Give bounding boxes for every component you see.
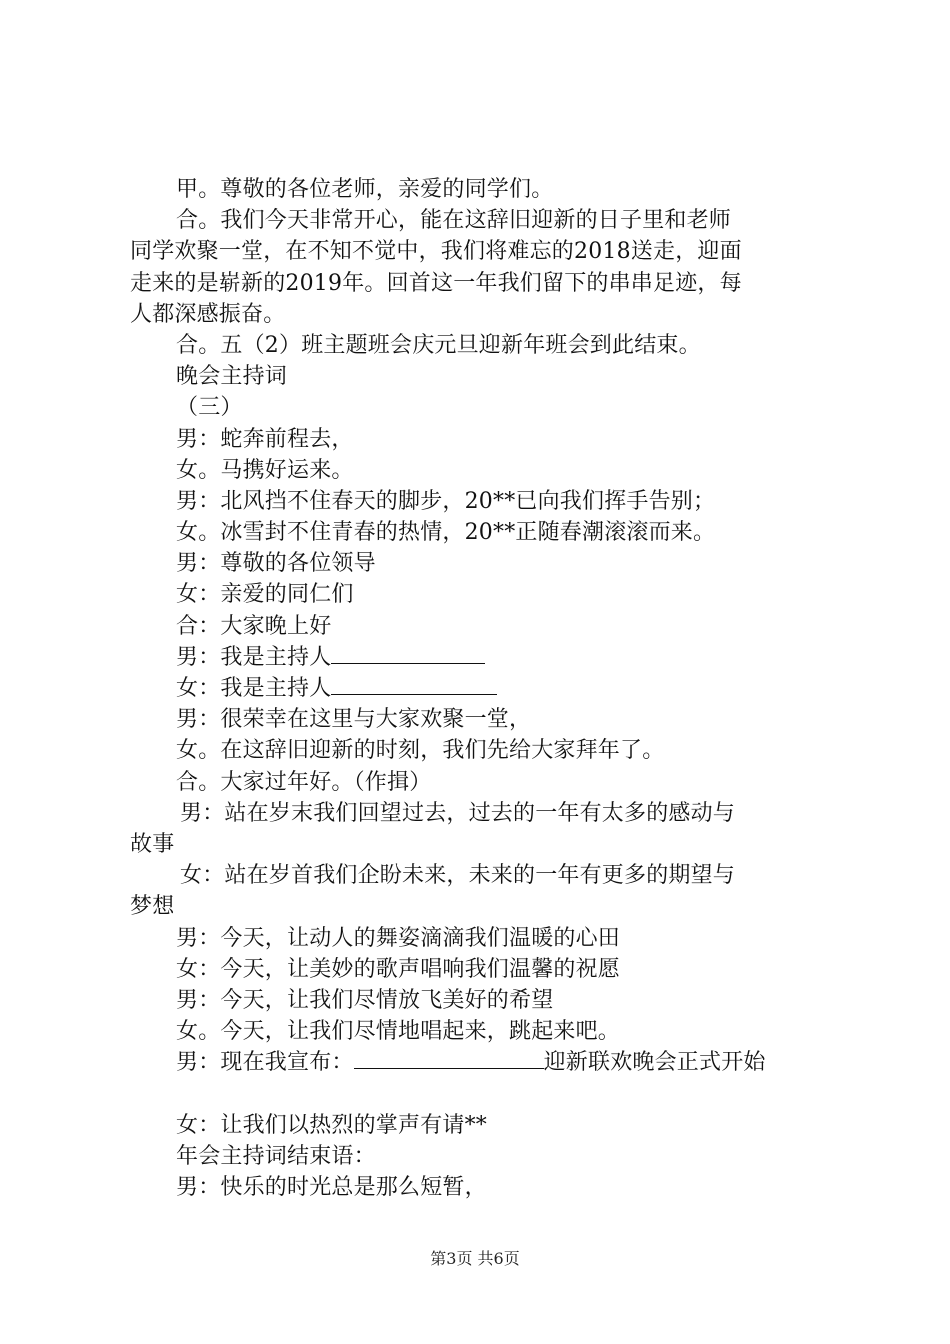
text-line: 女。马携好运来。 (176, 457, 354, 483)
page-footer: 第3页 共6页 (430, 1249, 520, 1268)
text-line: 女。在这辞旧迎新的时刻，我们先给大家拜年了。 (176, 738, 665, 764)
text-line: 迎新联欢晚会正式开始 (543, 1050, 766, 1076)
text-line: 走来的是崭新的2019年。回首这一年我们留下的串串足迹，每 (130, 270, 742, 296)
fill-blank (331, 674, 497, 695)
text-line: 人都深感振奋。 (130, 301, 286, 327)
text-line: 女：亲爱的同仁们 (176, 582, 354, 608)
text-line: 男：快乐的时光总是那么短暂， (176, 1175, 487, 1200)
text-line: 男：北风挡不住春天的脚步，20**已向我们挥手告别； (176, 488, 716, 514)
text-line: 合。我们今天非常开心，能在这辞旧迎新的日子里和老师 (176, 208, 732, 234)
host-line-male (130, 642, 836, 673)
text-line: 女。冰雪封不住青春的热情，20**正随春潮滚滚而来。 (176, 520, 716, 546)
text-line: 合。五（2）班主题班会庆元旦迎新年班会到此结束。 (176, 332, 701, 358)
text-line: （三） (176, 395, 243, 421)
text-line: 男：站在岁末我们回望过去，过去的一年有太多的感动与 (180, 800, 736, 826)
empty-line (130, 1078, 836, 1109)
fill-blank (354, 1048, 544, 1069)
text-line: 男：蛇奔前程去， (176, 426, 354, 452)
text-line: 男：今天，让动人的舞姿滴滴我们温暖的心田 (176, 925, 621, 951)
text-line: 晚会主持词 (176, 364, 288, 390)
text-line: 甲。尊敬的各位老师，亲爱的同学们。 (176, 177, 554, 202)
text-line: 男：尊敬的各位领导 (176, 551, 376, 577)
text-line: 女：站在岁首我们企盼未来，未来的一年有更多的期望与 (180, 863, 736, 889)
announcement-line (130, 1047, 836, 1078)
text-line: 女。今天，让我们尽情地唱起来，跳起来吧。 (176, 1019, 621, 1045)
text-line: 女：让我们以热烈的掌声有请** (176, 1112, 488, 1138)
text-line: 合：大家晚上好 (176, 613, 332, 639)
text-line: 故事 (130, 831, 175, 857)
text-line: 男：现在我宣布： (176, 1050, 354, 1076)
text-line: 同学欢聚一堂，在不知不觉中，我们将难忘的2018送走，迎面 (130, 239, 742, 265)
fill-blank (331, 643, 485, 664)
text-line: 年会主持词结束语： (176, 1143, 376, 1169)
text-line: 女：今天，让美妙的歌声唱响我们温馨的祝愿 (176, 956, 621, 982)
text-line: 梦想 (130, 894, 175, 920)
text-line: 男：很荣幸在这里与大家欢聚一堂， (176, 707, 532, 733)
text-line: 合。大家过年好。（作揖） (176, 769, 432, 795)
host-line-female (130, 673, 836, 704)
document-body (130, 174, 836, 1203)
text-line: 女：我是主持人 (176, 676, 332, 701)
text-line: 男：我是主持人 (176, 644, 332, 670)
text-line: 男：今天，让我们尽情放飞美好的希望 (176, 987, 554, 1013)
